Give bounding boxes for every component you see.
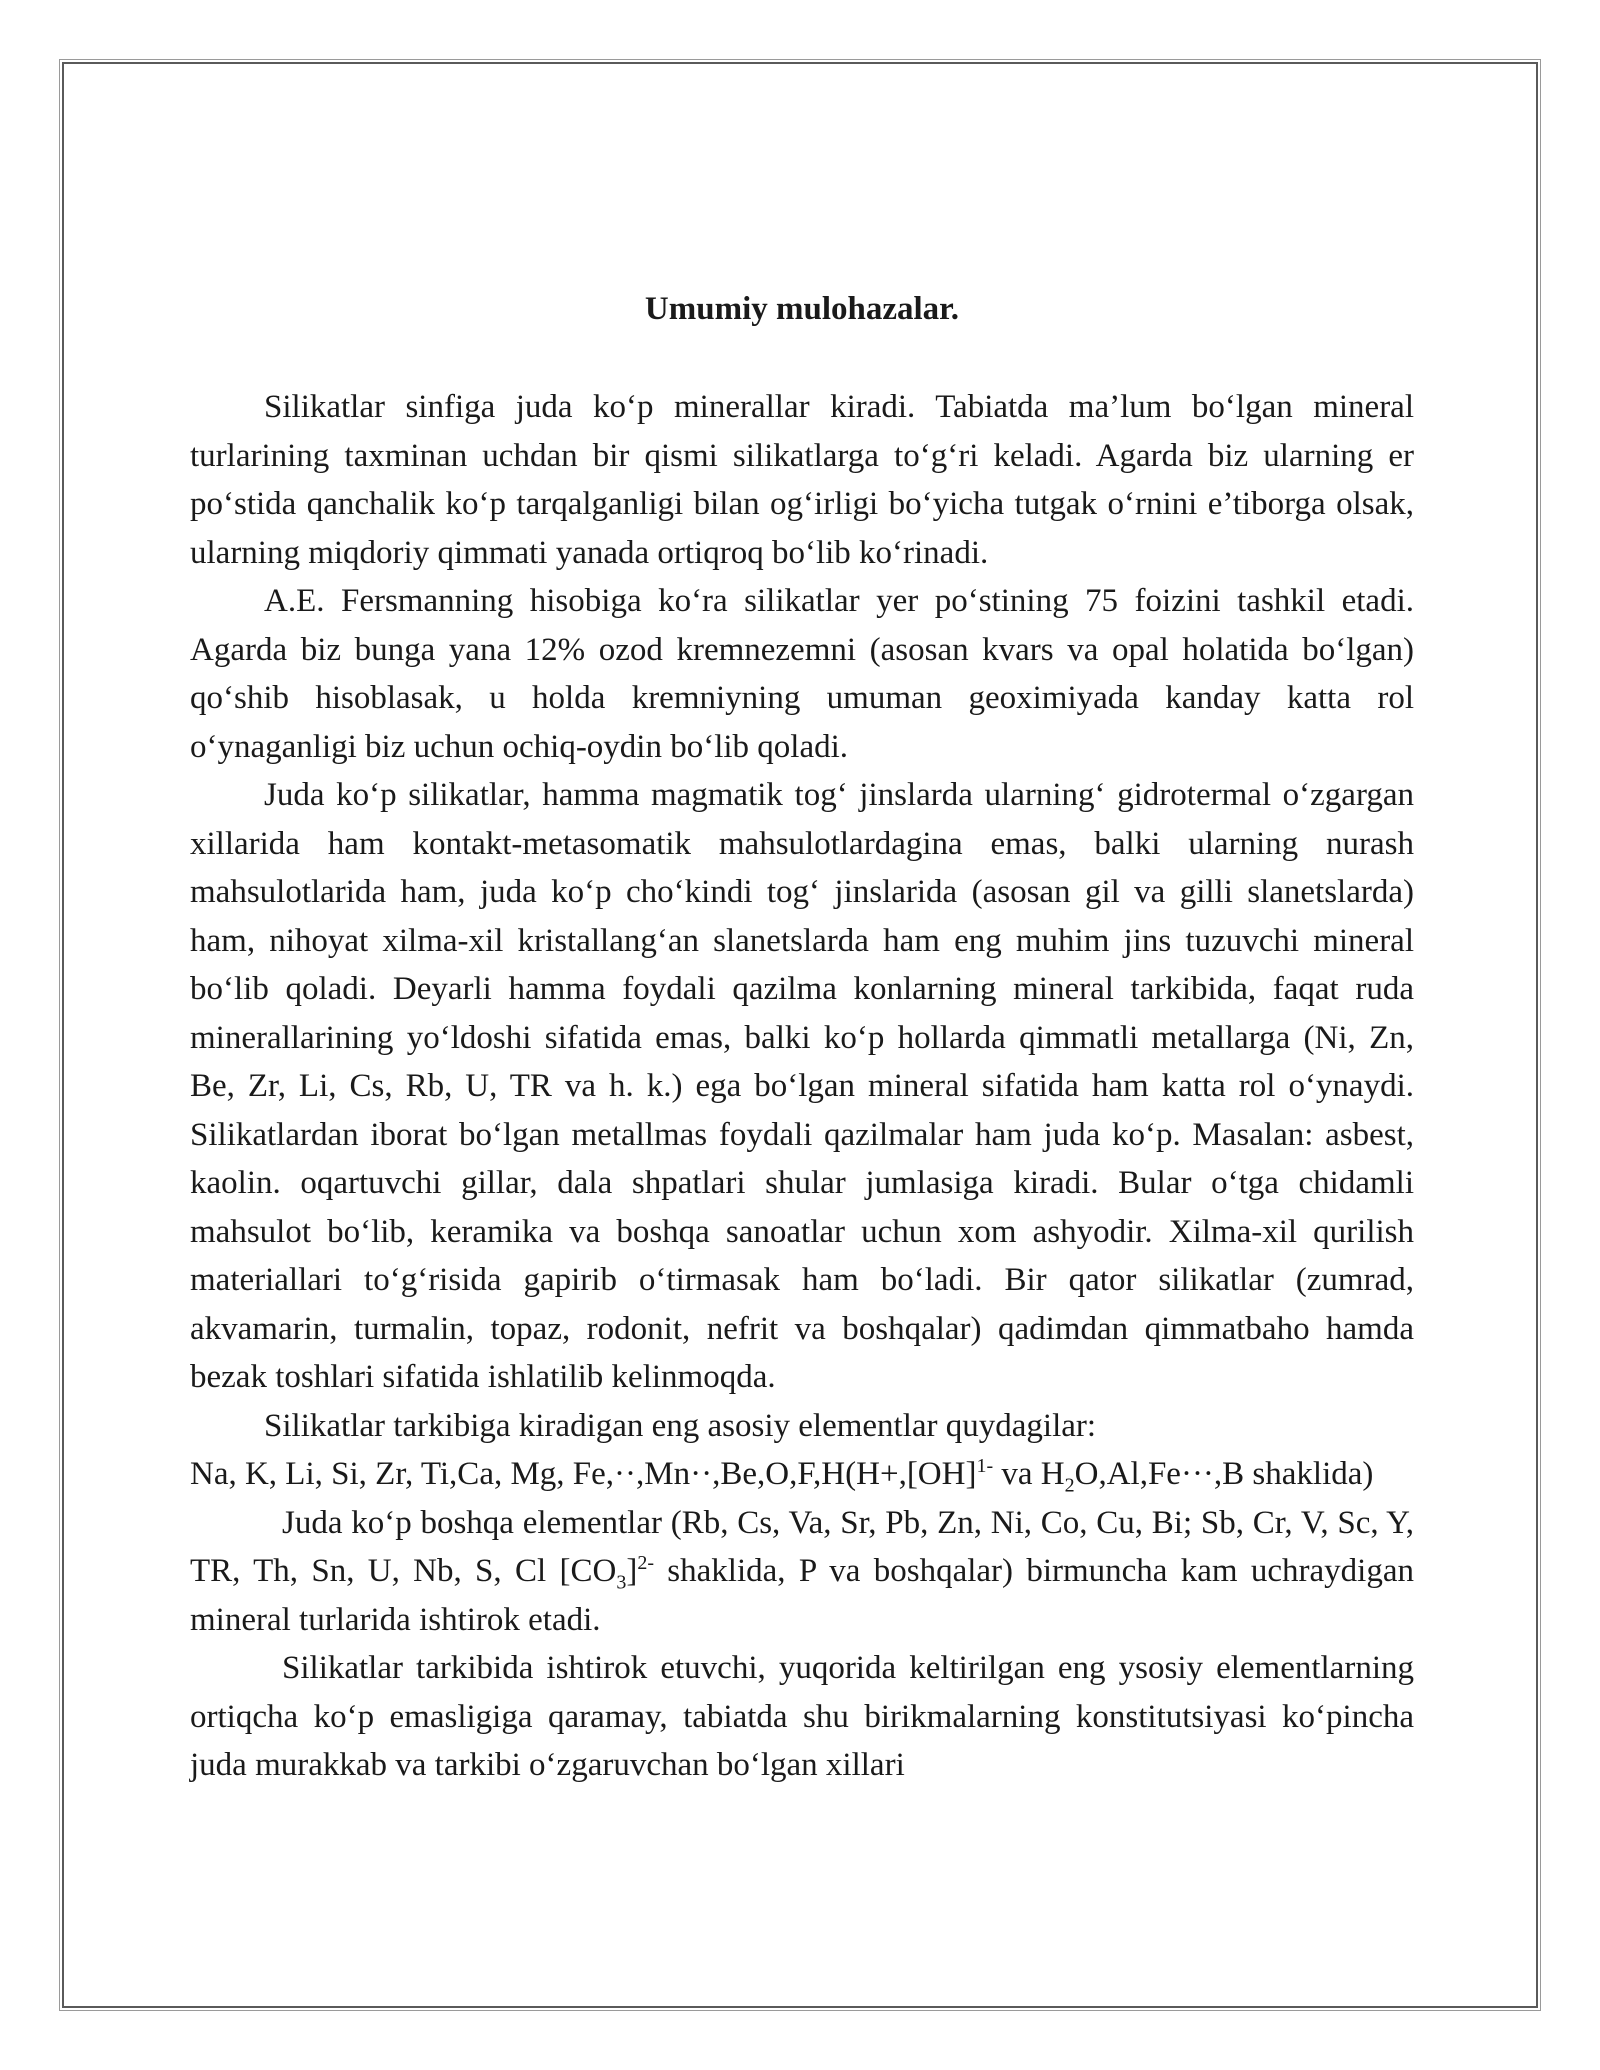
paragraph-4: Silikatlar tarkibiga kiradigan eng asosiy elementlar quydagilar: xyxy=(264,1407,1097,1444)
paragraph-2: A.E. Fersmanning hisobiga ko‘ra silikatlar yer po‘stining 75 foizini tashkil etadi. Agarda biz bunga yana 12% ozod kremnezemni (asosan kvars va opal holatida bo‘lgan) qo‘shib hisoblasak, u holda kremniyning umuman geoximiyada kanday katta rol o‘ynaganligi biz uchun ochiq-oydin bo‘lib qoladi. xyxy=(190,583,1414,765)
other-elements-part-3: shaklida, P va boshqalar) birmuncha kam uchraydigan mineral turlarida ishtirok etadi. xyxy=(190,1553,1414,1638)
other-elements-part-2: ] xyxy=(626,1553,638,1589)
other-elements-paragraph xyxy=(190,1499,1414,1645)
other-elements-sub-1: 3 xyxy=(616,1571,627,1594)
elements-part-3: O,Al,Fe···,B shaklida) xyxy=(1074,1456,1374,1492)
elements-line xyxy=(190,1450,1414,1499)
elements-sub-1: 2 xyxy=(1064,1474,1075,1497)
page-title: Umumiy mulohazalar. xyxy=(644,291,960,327)
last-paragraph: Silikatlar tarkibida ishtirok etuvchi, yuqorida keltirilgan eng ysosiy elementlarning ortiqcha ko‘p emasligiga qaramay, tabiatda shu birikmalarning konstitutsiyasi ko‘pincha juda murakkab va tarkibi o‘zgaruvchan bo‘lgan xillari xyxy=(190,1650,1414,1783)
document-body xyxy=(190,285,1414,1790)
paragraph-3: Juda ko‘p silikatlar, hamma magmatik tog‘ jinslarda ularning‘ gidrotermal o‘zgargan xillarida ham kontakt-metasomatik mahsulotlardagina emas, balki ularning nurash mahsulotlarida ham, juda ko‘p cho‘kindi tog‘ jinslarida (asosan gil va gilli slanetslarda) ham, nihoyat xilma-xil kristallang‘an slanetslarda ham eng muhim jins tuzuvchi mineral bo‘lib qoladi. Deyarli hamma foydali qazilma konlarning mineral tarkibida, faqat ruda minerallarining yo‘ldoshi sifatida emas, balki ko‘p hollarda qimmatli metallarga (Ni, Zn, Be, Zr, Li, Cs, Rb, U, TR va h. k.) ega bo‘lgan mineral sifatida ham katta rol o‘ynaydi. Silikatlardan iborat bo‘lgan metallmas foydali qazilmalar ham juda ko‘p. Masalan: asbest, kaolin. oqartuvchi gillar, dala shpatlari shular jumlasiga kiradi. Bular o‘tga chidamli mahsulot bo‘lib, keramika va boshqa sanoatlar uchun xom ashyodir. Xilma-xil qurilish materiallari to‘g‘risida gapirib o‘tirmasak ham bo‘ladi. Bir qator silikatlar (zumrad, akvamarin, turmalin, topaz, rodonit, nefrit va boshqalar) qadimdan qimmatbaho hamda bezak toshlari sifatida ishlatilib kelinmoqda. xyxy=(190,777,1414,1395)
elements-part-1: Na, K, Li, Si, Zr, Ti,Ca, Mg, Fe,··,Mn··,Be,O,F,H(H+,[OH] xyxy=(190,1456,977,1492)
elements-part-2: va H xyxy=(993,1456,1065,1492)
paragraph-1: Silikatlar sinfiga juda ko‘p minerallar kiradi. Tabiatda ma’lum bo‘lgan mineral turlarining taxminan uchdan bir qismi silikatlarga to‘g‘ri keladi. Agarda biz ularning er po‘stida qanchalik ko‘p tarqalganligi bilan og‘irligi bo‘yicha tutgak o‘rnini e’tiborga olsak, ularning miqdoriy qimmati yanada ortiqroq bo‘lib ko‘rinadi. xyxy=(190,389,1414,571)
other-elements-part-1: Juda ko‘p boshqa elementlar (Rb, Cs, Va, Sr, Pb, Zn, Ni, Co, Cu, Bi; Sb, Cr, V, Sc, Y, TR, Th, Sn, U, Nb, S, Cl [CO xyxy=(190,1504,1414,1589)
elements-sup-1: 1- xyxy=(976,1455,994,1477)
other-elements-sup-1: 2- xyxy=(637,1552,654,1574)
